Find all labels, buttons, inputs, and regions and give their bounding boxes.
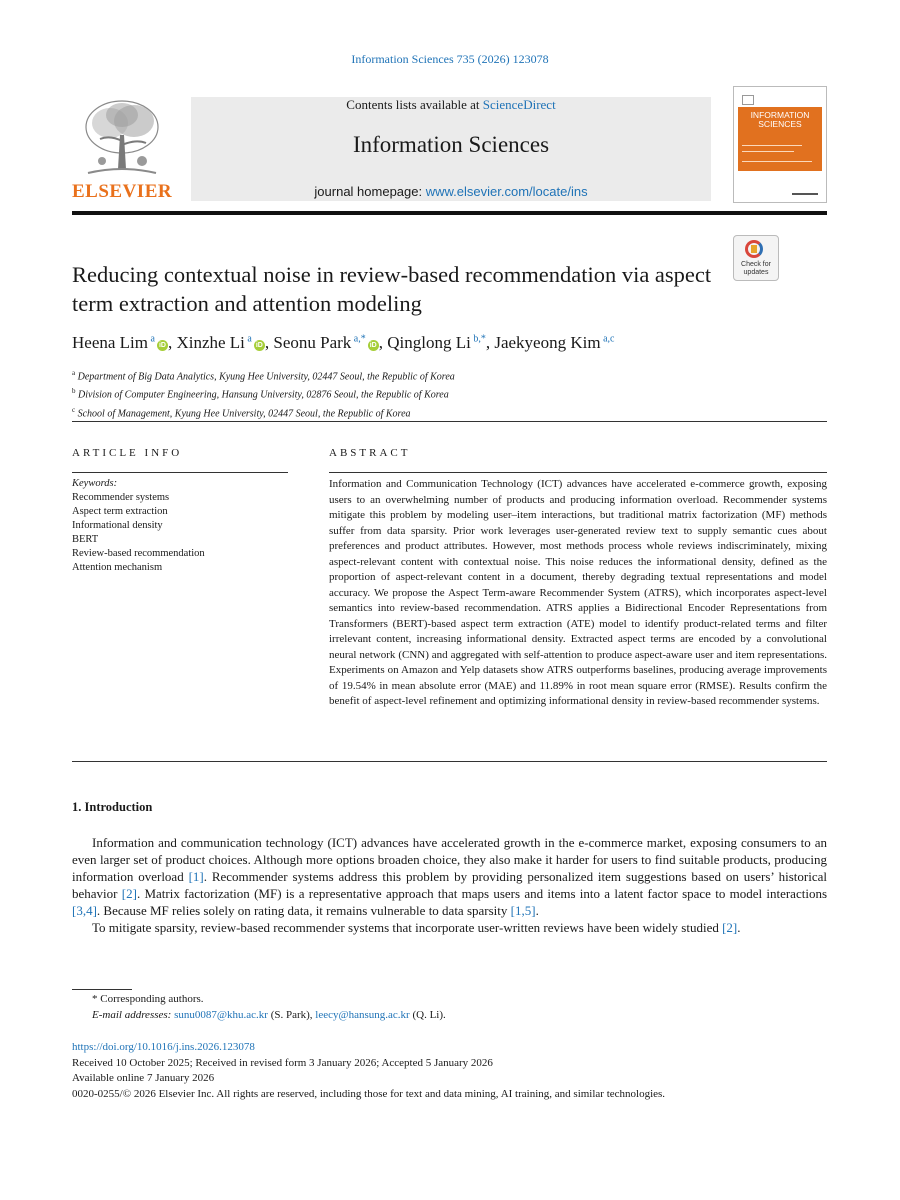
elsevier-logo [72, 95, 172, 203]
footnote-block [72, 992, 827, 1023]
corresponding-note: * Corresponding authors. [92, 993, 204, 1005]
affiliation-key: b [72, 387, 76, 396]
affiliation-text: Department of Big Data Analytics, Kyung Hee University, 02447 Seoul, the Republic of Korea [75, 371, 455, 383]
citation-link[interactable]: [1,5] [510, 903, 536, 918]
email-owner: (Q. Li). [409, 1008, 446, 1021]
affiliation [72, 384, 832, 402]
citation-link[interactable]: [3,4] [72, 903, 97, 918]
orcid-icon[interactable]: iD [369, 342, 377, 349]
affiliation-marker[interactable]: a,* [351, 333, 366, 345]
keyword: BERT [72, 534, 99, 545]
sciencedirect-link[interactable]: ScienceDirect [482, 97, 556, 112]
author-name: Xinzhe Li [176, 333, 245, 352]
cover-mini-logo [742, 95, 754, 105]
affiliation [72, 403, 832, 421]
email-link-li[interactable]: leecy@hansung.ac.kr [315, 1008, 410, 1021]
keyword: Informational density [72, 520, 163, 531]
section-divider [72, 421, 827, 422]
author-separator: , [485, 333, 495, 352]
orcid-icon[interactable]: iD [158, 342, 166, 349]
cover-text-line [742, 145, 802, 146]
introduction-heading: 1. Introduction [72, 800, 153, 814]
author-name: Qinglong Li [387, 333, 471, 352]
affiliation-key: c [72, 405, 76, 414]
publication-info [72, 1040, 832, 1102]
affiliation-marker[interactable]: a [148, 333, 155, 345]
author[interactable] [176, 333, 264, 352]
paper-title: Reducing contextual noise in review-based recommendation via aspect term extraction and attention modeling [72, 262, 712, 316]
affiliation-list [72, 366, 832, 421]
affiliation-text: School of Management, Kyung Hee University, 02447 Seoul, the Republic of Korea [75, 407, 411, 419]
journal-homepage-link[interactable]: www.elsevier.com/locate/ins [425, 184, 588, 199]
author-name: Seonu Park [273, 333, 352, 352]
affiliation-key: a [72, 369, 76, 377]
cover-title: INFORMATION SCIENCES [750, 110, 810, 129]
affiliation-marker[interactable]: a [244, 333, 252, 345]
journal-cover-thumbnail[interactable] [733, 86, 827, 203]
check-for-updates-button[interactable] [733, 235, 779, 281]
contents-line [191, 97, 711, 113]
affiliation-marker[interactable]: a,c [600, 333, 615, 345]
author[interactable] [387, 333, 486, 352]
paragraph-text: . Recommender systems address this problem by providing personalized item suggestions based on users’ historical behavior [72, 869, 827, 901]
introduction-body [72, 834, 827, 936]
citation-link[interactable]: [2] [722, 920, 738, 935]
section-divider [72, 761, 827, 762]
email-owner: (S. Park), [267, 1008, 316, 1021]
email-link-park[interactable]: sunu0087@khu.ac.kr [174, 1008, 268, 1021]
cover-text-line [742, 151, 794, 152]
keyword: Attention mechanism [72, 562, 163, 573]
abstract-text: Information and Communication Technology (ICT) advances have accelerated e-commerce growth, exposing users to an overwhelming number of products and producing information overload. Recommender systems mitigate this problem by modeling user–item interactions, but traditional matrix factorization (MF) methods suffer from data sparsity. Prior work leverages user-generated review text to supply semantic cues about preferences and product attributes. However, most methods process whole reviews indiscriminately, mixing aspect-relevant content with contextual noise. This noise reduces the informational density, defined as the proportion of aspect-relevant content in a document, thereby degrading textual representations and model accuracy. We propose the Aspect Term-aware Recommender System (ATRS), which incorporates aspect-level semantics into review-based recommendation. ATRS applies a Bidirectional Encoder Representations from Transformers (BERT)-based aspect term extraction (ATE) model to identify product-related terms and filter irrelevant content, increasing informational density. Extracted aspect terms are encoded by a convolutional neural network (CNN) and aggregated with self-attention to produce aspect-aware user and item representations. Experiments on Amazon and Yelp datasets show ATRS outperforms baselines, producing average improvements of 19.54% in mean absolute error (MAE) and 11.89% in root mean square error (RMSE). Results confirm the benefit of aspect-level refinement and optimizing informational density in review-based recommender systems. [329, 478, 827, 707]
citation-link[interactable]: [2] [121, 886, 137, 901]
abstract-rule [329, 472, 827, 473]
elsevier-wordmark: ELSEVIER [72, 181, 173, 202]
received-dates: Received 10 October 2025; Received in revised form 3 January 2026; Accepted 5 January 2026 [72, 1056, 493, 1069]
paragraph-text: . [737, 920, 741, 935]
author-name: Heena Lim [72, 333, 148, 352]
check-updates-label: Check for updates [741, 261, 771, 276]
copyright-notice: 0020-0255/© 2026 Elsevier Inc. All rights are reserved, including those for text and data mining, AI training, and similar technologies. [72, 1087, 666, 1100]
keyword: Review-based recommendation [72, 548, 205, 559]
affiliation [72, 366, 832, 384]
bookmark-icon [751, 245, 757, 253]
cover-publisher-mark [792, 193, 818, 195]
keywords-block [72, 477, 292, 575]
homepage-prefix: journal homepage: [314, 184, 426, 199]
affiliation-text: Division of Computer Engineering, Hansung University, 02876 Seoul, the Republic of Korea [75, 389, 449, 401]
citation-link[interactable]: [1] [188, 869, 204, 884]
abstract-heading: ABSTRACT [329, 447, 411, 459]
paragraph-text: . Matrix factorization (MF) is a representative approach that maps users and items into a latent factor space to model interactions [136, 886, 828, 901]
author-list [72, 333, 832, 353]
paragraph-text: To mitigate sparsity, review-based recommender systems that incorporate user-written reviews have been widely studied [92, 920, 723, 935]
email-label: E-mail addresses: [92, 1008, 172, 1021]
footnote-rule [72, 989, 132, 990]
keyword-list [72, 491, 292, 575]
email-line [72, 1008, 827, 1024]
author[interactable] [494, 333, 614, 352]
author-separator: , [264, 333, 274, 352]
cover-text-line [742, 161, 812, 162]
contents-prefix: Contents lists available at [346, 97, 483, 112]
paragraph [72, 919, 827, 936]
affiliation-marker[interactable]: b,* [470, 333, 486, 345]
author-separator: , [378, 333, 388, 352]
paragraph [72, 834, 827, 919]
keywords-label: Keywords: [72, 478, 118, 489]
journal-title: Information Sciences [352, 132, 550, 157]
paragraph-text: . Because MF relies solely on rating data, it remains vulnerable to data sparsity [96, 903, 511, 918]
paragraph-text: Information and communication technology (ICT) advances have accelerated growth in the e-commerce market, exposing consumers to an even larger set of product choices. Although more options broaden choice, they also make it harder for users to find suitable products, producing information overload [72, 835, 827, 884]
author[interactable] [273, 333, 378, 352]
online-date: Available online 7 January 2026 [72, 1072, 215, 1085]
author[interactable] [72, 333, 168, 352]
article-info-rule [72, 472, 288, 473]
doi-link[interactable]: https://doi.org/10.1016/j.ins.2026.123078 [72, 1041, 255, 1053]
tree-logo-icon [80, 95, 164, 179]
orcid-icon[interactable]: iD [255, 342, 263, 349]
article-info-heading: ARTICLE INFO [72, 447, 183, 459]
keyword: Aspect term extraction [72, 506, 168, 517]
author-name: Jaekyeong Kim [494, 333, 601, 352]
header-divider [72, 211, 827, 215]
journal-citation-link[interactable]: Information Sciences 735 (2026) 123078 [351, 52, 549, 66]
keyword: Recommender systems [72, 492, 170, 503]
journal-homepage-line [191, 184, 711, 199]
paragraph-text: . [535, 903, 539, 918]
author-separator: , [167, 333, 177, 352]
